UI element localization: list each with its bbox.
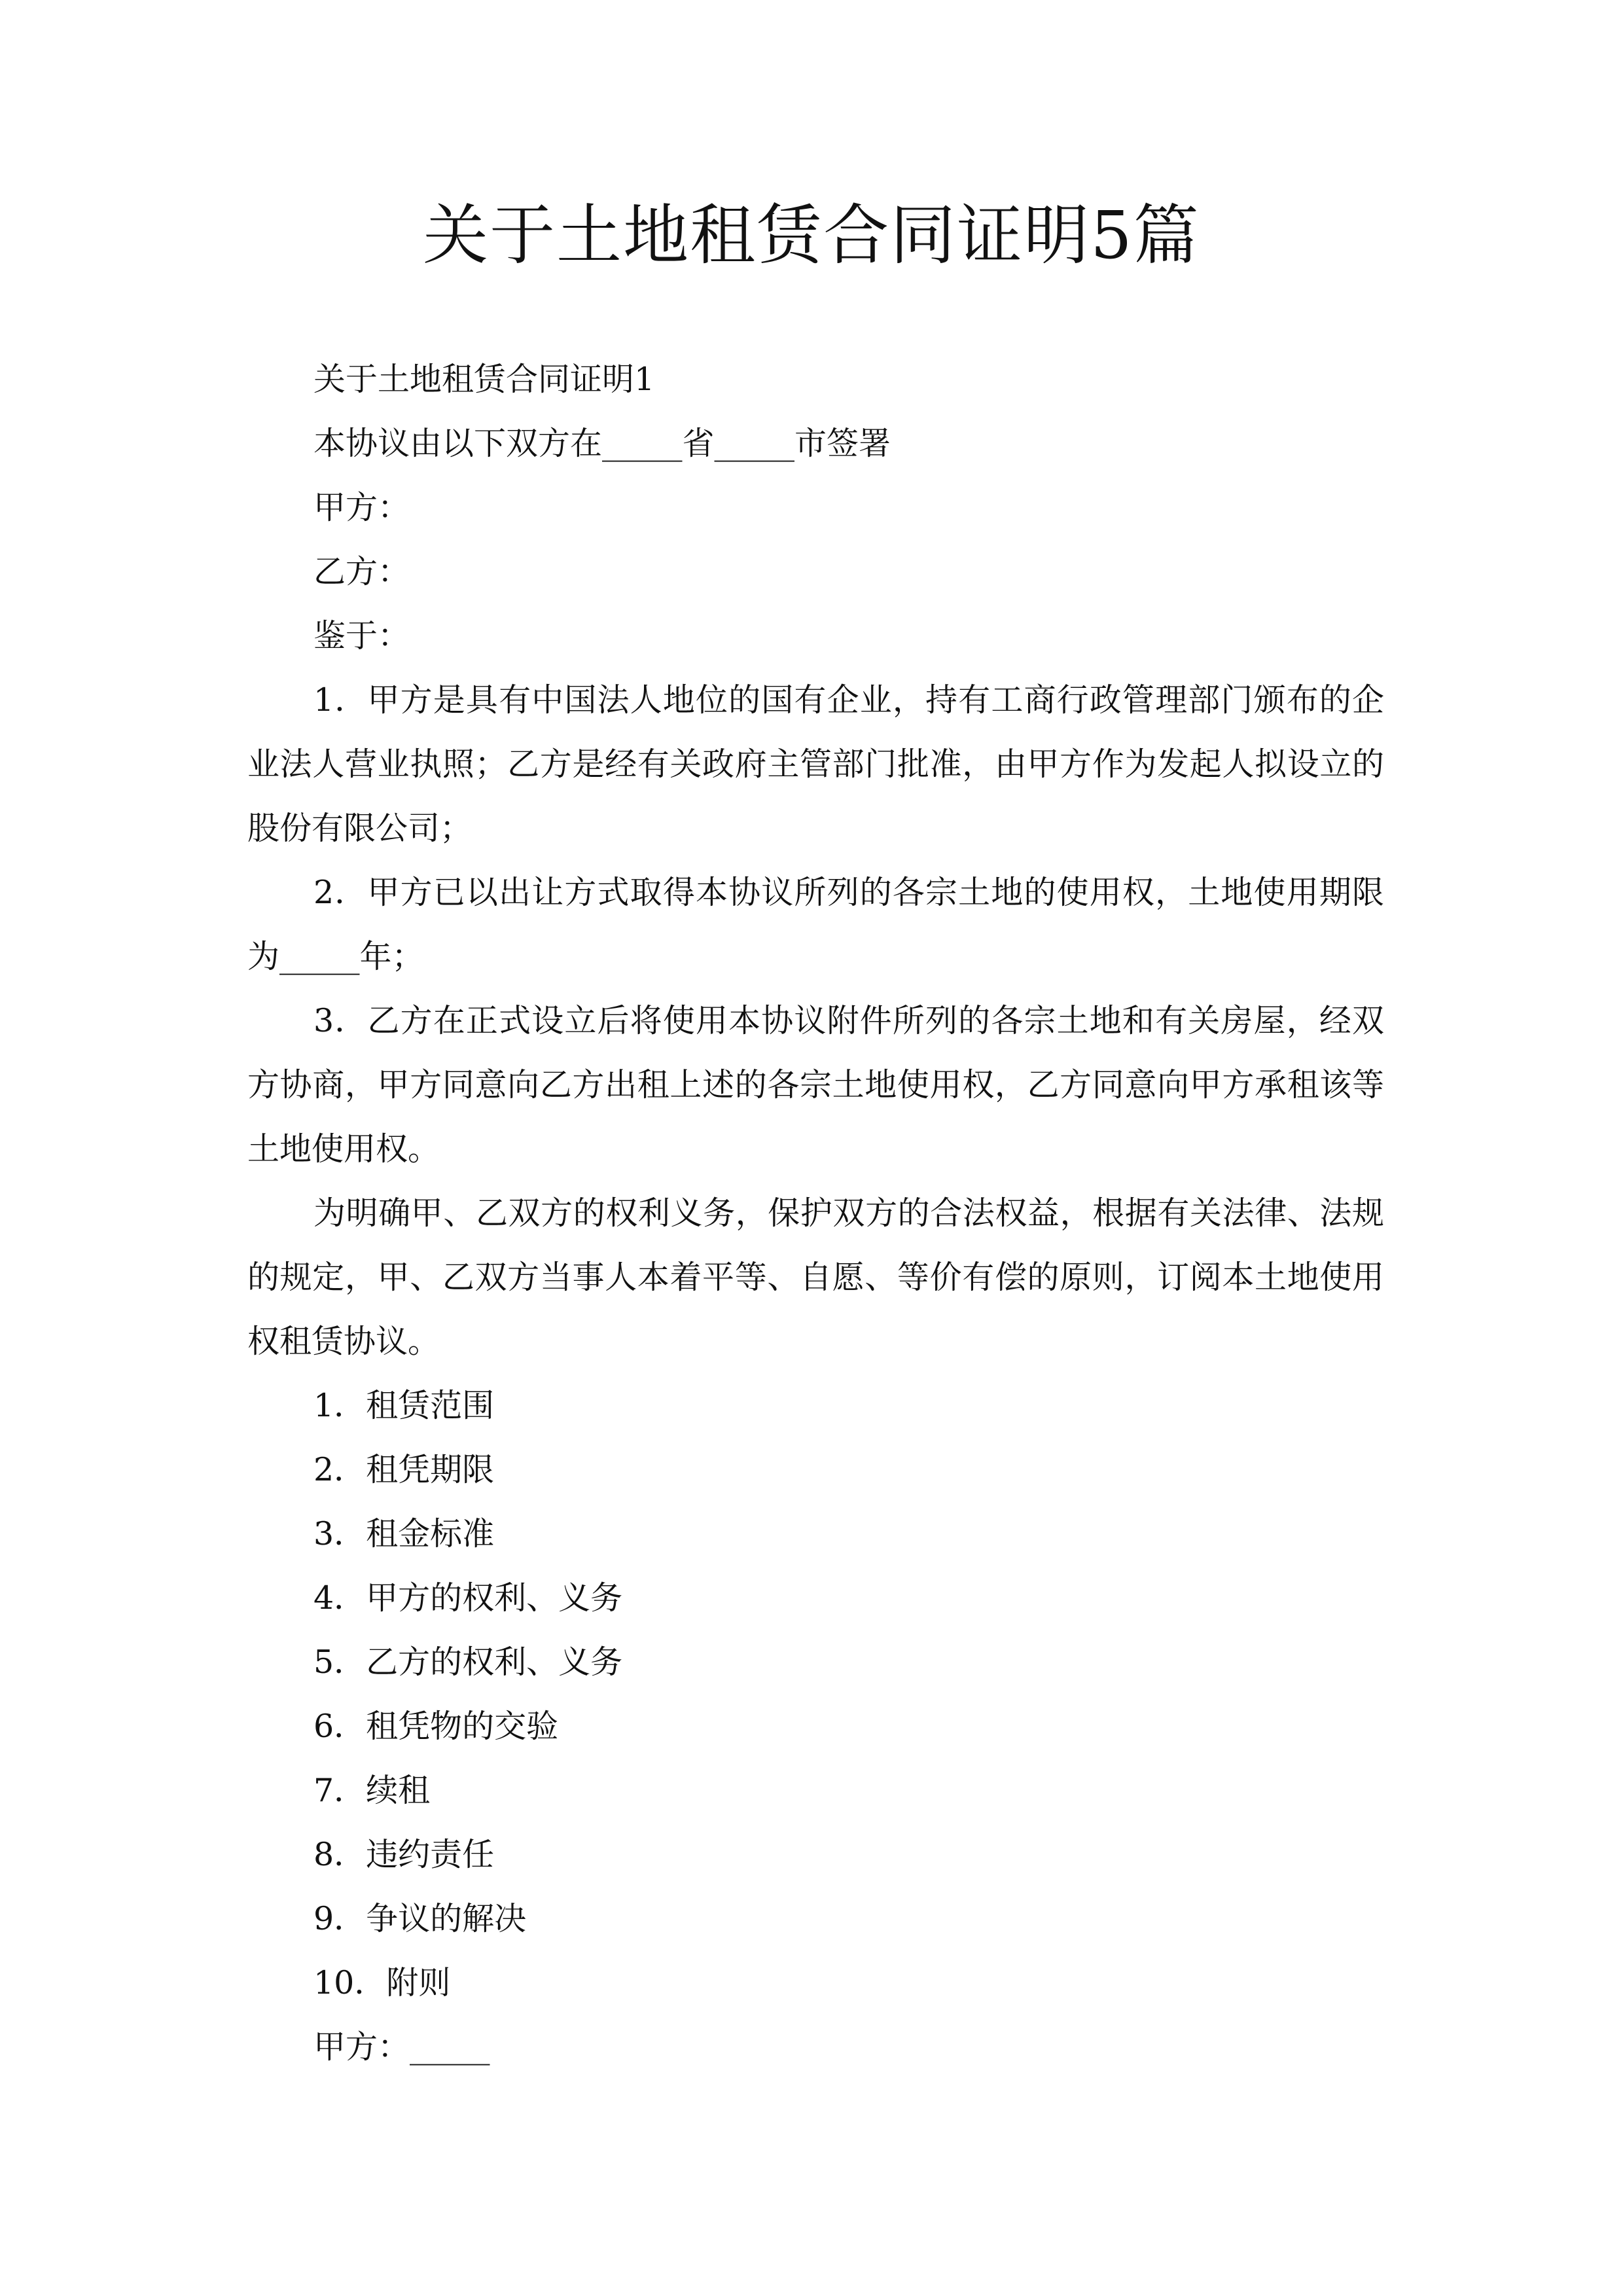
whereas-line: 鉴于： <box>313 617 410 655</box>
article-item: 9．争议的解决 <box>313 1900 527 1937</box>
article-item: 7．续租 <box>313 1772 431 1809</box>
paragraph-line: 土地使用权。 <box>247 1130 440 1168</box>
paragraph-line: 为_____年； <box>247 938 424 975</box>
article-item: 1．租赁范围 <box>313 1387 495 1424</box>
article-item: 8．违约责任 <box>313 1836 495 1873</box>
paragraph-line: 2．甲方已以出让方式取得本协议所列的各宗土地的使用权，土地使用期限 <box>313 874 1384 911</box>
article-item: 3．租金标准 <box>313 1515 495 1552</box>
party-b-line: 乙方： <box>313 553 410 590</box>
paragraph-line: 的规定，甲、乙双方当事人本着平等、自愿、等价有偿的原则，订阅本土地使用 <box>247 1259 1384 1296</box>
article-item: 5．乙方的权利、义务 <box>313 1643 623 1681</box>
article-item: 4．甲方的权利、义务 <box>313 1579 623 1617</box>
paragraph-line: 业法人营业执照；乙方是经有关政府主管部门批准，由甲方作为发起人拟设立的 <box>247 745 1384 783</box>
article-item: 2．租凭期限 <box>313 1451 495 1488</box>
paragraph-line: 为明确甲、乙双方的权利义务，保护双方的合法权益，根据有关法律、法规 <box>313 1194 1384 1232</box>
party-a-line: 甲方： <box>313 489 410 526</box>
document-body <box>247 348 1384 2079</box>
signature-line: 甲方：_____ <box>313 2028 490 2066</box>
paragraph-line: 3．乙方在正式设立后将使用本协议附件所列的各宗土地和有关房屋，经双 <box>313 1002 1384 1039</box>
article-list <box>247 1374 1384 2015</box>
paragraph-line: 方协商，甲方同意向乙方出租上述的各宗土地使用权，乙方同意向甲方承租该等 <box>247 1066 1384 1103</box>
document-title: 关于土地租赁合同证明5篇 <box>423 197 1200 274</box>
paragraph-line: 股份有限公司； <box>247 810 473 847</box>
paragraph-line: 权租赁协议。 <box>247 1323 440 1360</box>
recitals <box>247 668 1384 1374</box>
intro-line: 本协议由以下双方在_____省_____市签署 <box>313 425 891 462</box>
article-item: 6．租凭物的交验 <box>313 1708 559 1745</box>
article-item: 10．附则 <box>313 1964 451 2001</box>
paragraph-line: 1．甲方是具有中国法人地位的国有企业，持有工商行政管理部门颁布的企 <box>313 681 1384 719</box>
section-heading: 关于土地租赁合同证明1 <box>313 361 655 398</box>
